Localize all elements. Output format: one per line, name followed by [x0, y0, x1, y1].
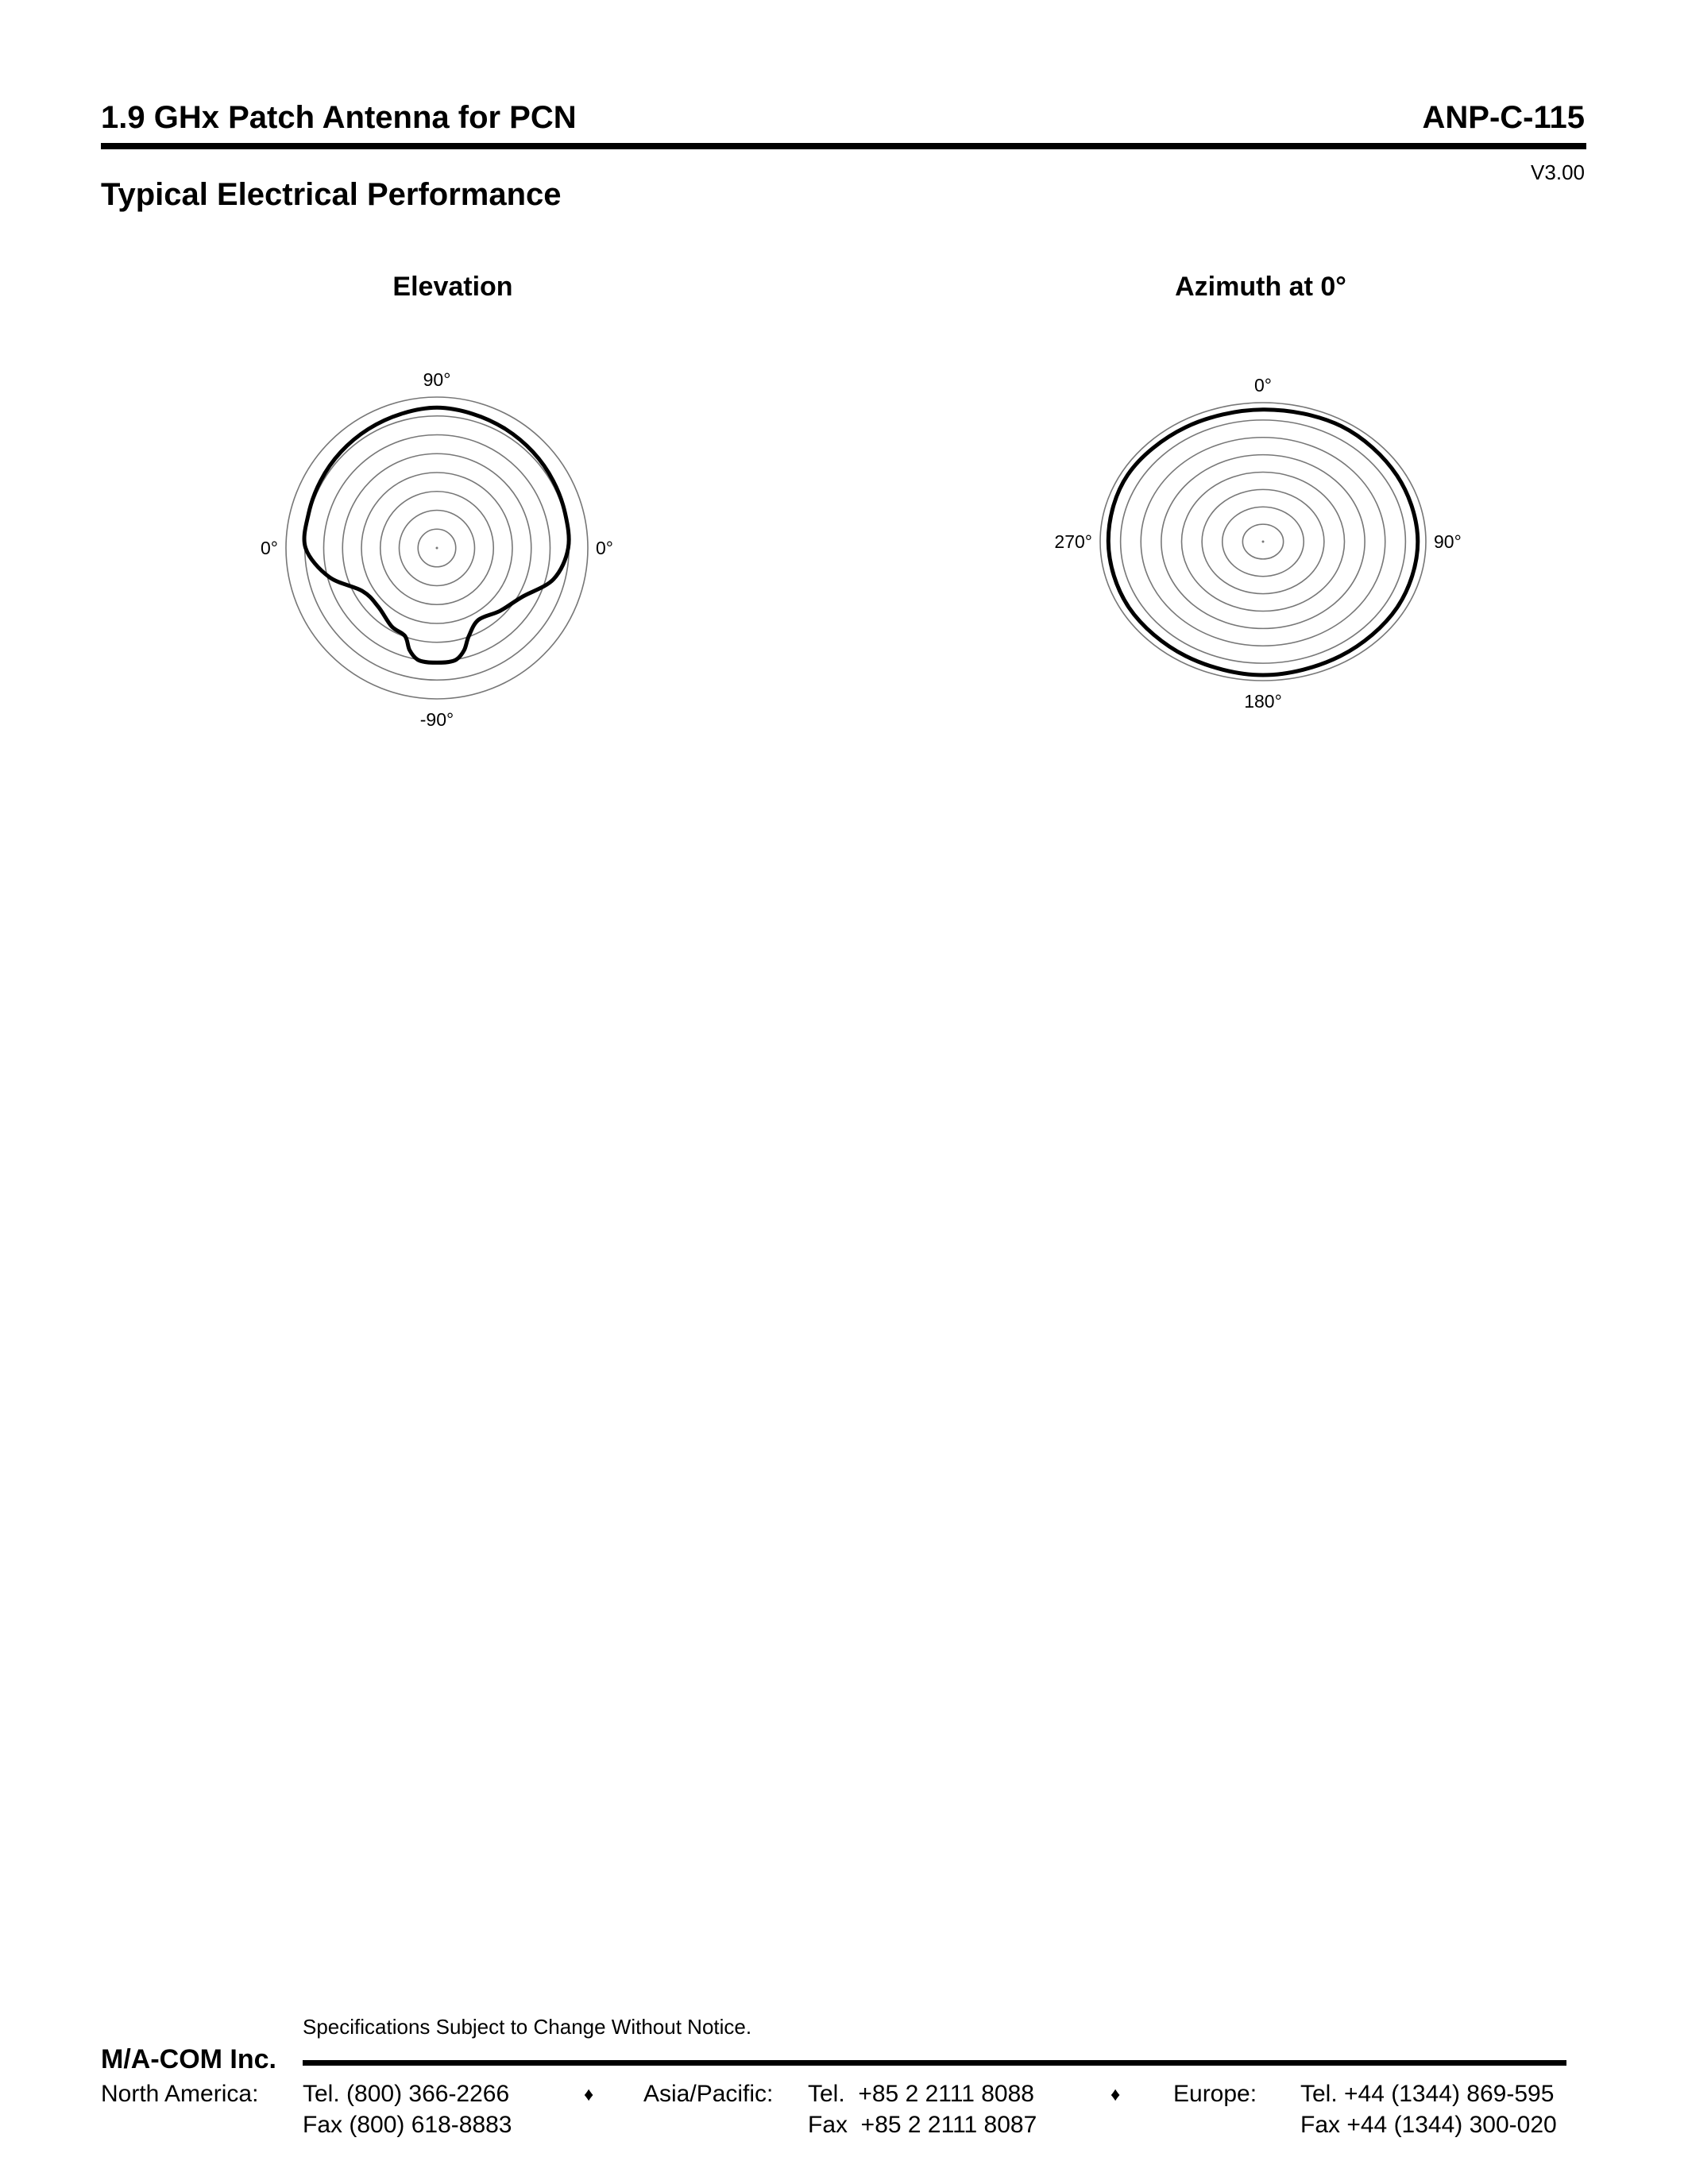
angle-label-left: 270° — [1054, 531, 1092, 552]
version-label: V3.00 — [1531, 160, 1585, 184]
europe-tel: Tel. +44 (1344) 869-595 — [1300, 2081, 1555, 2107]
notice-text: Specifications Subject to Change Without Notice. — [303, 2015, 752, 2039]
angle-label-left: 0° — [261, 538, 278, 558]
header-rule — [101, 143, 1586, 149]
separator-diamond-icon: ♦ — [1111, 2084, 1121, 2105]
section-title: Typical Electrical Performance — [101, 177, 562, 212]
region-north-america: North America: — [101, 2081, 259, 2107]
angle-label-bottom: 180° — [1244, 691, 1282, 712]
region-asia-pacific: Asia/Pacific: — [643, 2081, 774, 2107]
part-number: ANP-C-115 — [1422, 100, 1585, 135]
angle-label-right: 0° — [596, 538, 613, 558]
elevation-chart-title: Elevation — [392, 272, 513, 302]
document-title: 1.9 GHx Patch Antenna for PCN — [101, 100, 577, 135]
angle-label-top: 90° — [423, 369, 451, 390]
asia-pacific-tel: Tel. +85 2 2111 8088 — [808, 2081, 1034, 2107]
elevation-polar-chart — [246, 357, 628, 754]
angle-label-top: 0° — [1254, 375, 1272, 396]
europe-fax: Fax +44 (1344) 300-020 — [1300, 2112, 1557, 2138]
angle-label-bottom: -90° — [419, 709, 454, 730]
polar-center-dot — [1262, 541, 1265, 543]
asia-pacific-fax: Fax +85 2 2111 8087 — [808, 2112, 1037, 2138]
polar-center-dot — [436, 547, 438, 550]
angle-label-right: 90° — [1434, 531, 1462, 552]
region-europe: Europe: — [1173, 2081, 1257, 2107]
north-america-tel: Tel. (800) 366-2266 — [303, 2081, 510, 2107]
north-america-fax: Fax (800) 618-8883 — [303, 2112, 512, 2138]
company-name: M/A-COM Inc. — [101, 2044, 276, 2074]
azimuth-polar-chart — [1033, 357, 1493, 739]
azimuth-chart-title: Azimuth at 0° — [1175, 272, 1346, 302]
footer-rule — [303, 2060, 1566, 2066]
separator-diamond-icon: ♦ — [584, 2084, 594, 2105]
